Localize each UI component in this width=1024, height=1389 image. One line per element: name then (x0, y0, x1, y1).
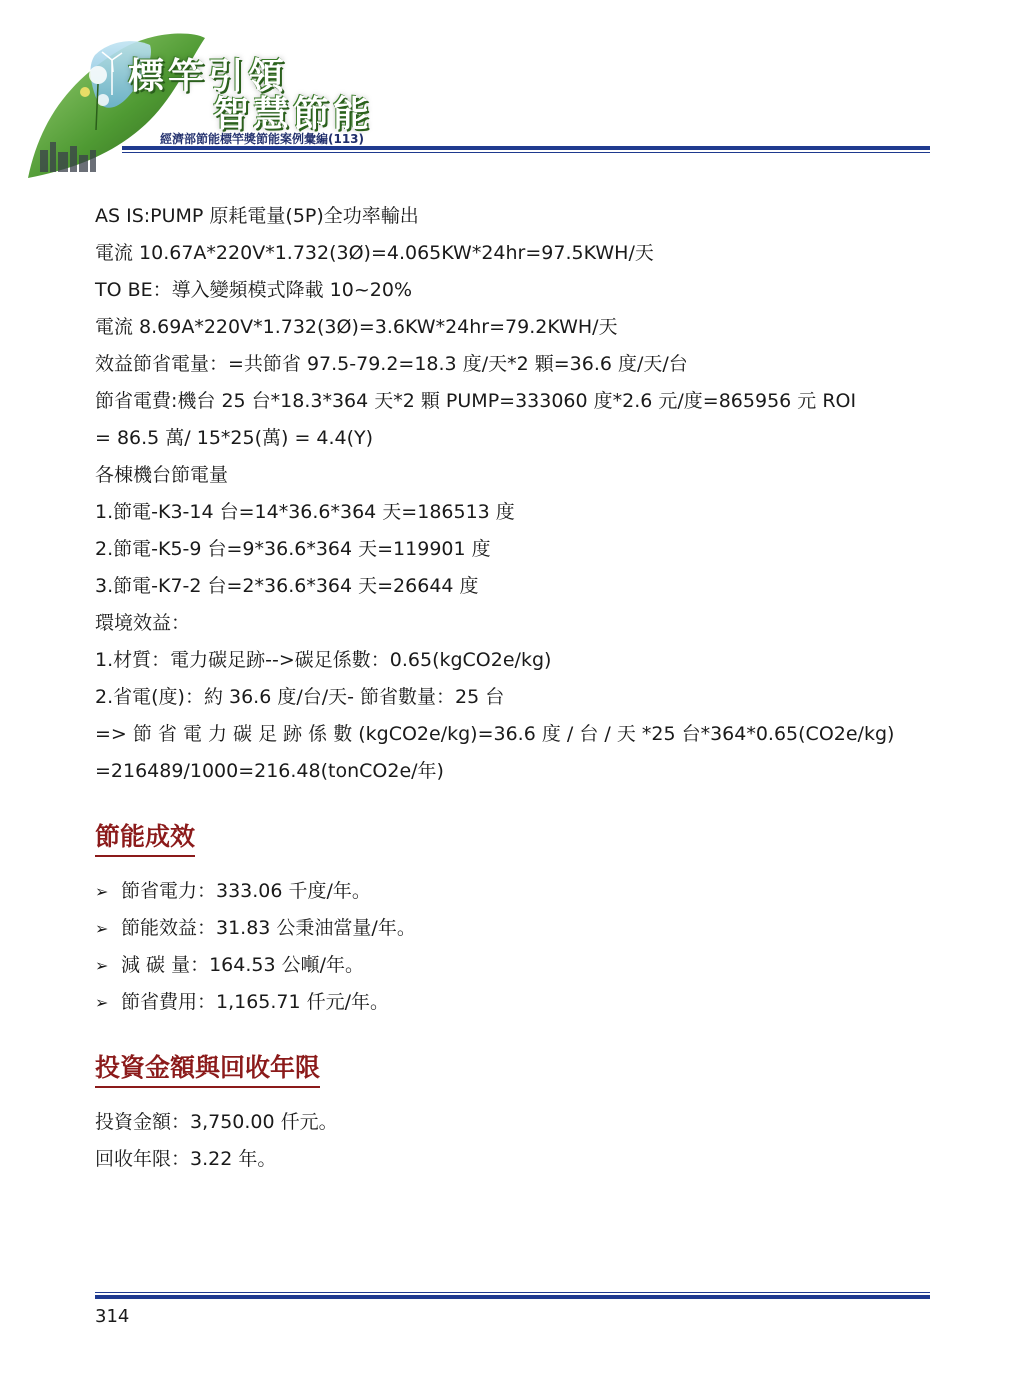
list-item: ➢ 節省費用：1,165.71 仟元/年。 (95, 984, 930, 1021)
body-line: => 節 省 電 力 碳 足 跡 係 數 (kgCO2e/kg)=36.6 度 / 台 / 天 *25 台*364*0.65(CO2e/kg) (95, 723, 895, 745)
arrow-bullet-icon: ➢ (95, 956, 109, 975)
body-line: 1.材質：電力碳足跡-->碳足係數：0.65(kgCO2e/kg) (95, 649, 552, 671)
body-line: 1.節電-K3-14 台=14*36.6*364 天=186513 度 (95, 501, 515, 523)
page-content (95, 198, 930, 1178)
calculation-block (95, 198, 930, 790)
body-line: 2.省電(度)：約 36.6 度/台/天- 節省數量：25 台 (95, 686, 505, 708)
investment-section-title: 投資金額與回收年限 (95, 1051, 320, 1088)
page-number: 314 (95, 1306, 130, 1327)
body-line: 電流 8.69A*220V*1.732(3Ø)=3.6KW*24hr=79.2KWH/天 (95, 316, 618, 338)
body-line: =216489/1000=216.48(tonCO2e/年) (95, 760, 444, 782)
publication-subtitle: 經濟部節能標竿獎節能案例彙編(113) (160, 132, 365, 146)
body-line: 電流 10.67A*220V*1.732(3Ø)=4.065KW*24hr=97.5KWH/天 (95, 242, 654, 264)
results-section-title: 節能成效 (95, 820, 195, 857)
body-line: AS IS:PUMP 原耗電量(5P)全功率輸出 (95, 205, 419, 227)
header-rule-thin (122, 152, 930, 153)
arrow-bullet-icon: ➢ (95, 882, 109, 901)
body-line: TO BE：導入變頻模式降載 10~20% (95, 279, 413, 301)
body-line: 各棟機台節電量 (95, 464, 229, 486)
body-line: 3.節電-K7-2 台=2*36.6*364 天=26644 度 (95, 575, 479, 597)
list-item: ➢ 減 碳 量：164.53 公噸/年。 (95, 947, 930, 984)
footer-rule-thin (95, 1292, 930, 1293)
body-line: = 86.5 萬/ 15*25(萬) = 4.4(Y) (95, 427, 374, 449)
arrow-bullet-icon: ➢ (95, 993, 109, 1012)
payback-period: 回收年限：3.22 年。 (95, 1148, 277, 1170)
list-item: ➢ 節能效益：31.83 公秉油當量/年。 (95, 910, 930, 947)
page-header (0, 0, 1024, 190)
investment-amount: 投資金額：3,750.00 仟元。 (95, 1111, 338, 1133)
header-rule-thick (122, 146, 930, 150)
footer-rule-thick (95, 1295, 930, 1299)
results-list (95, 873, 930, 1021)
investment-block (95, 1104, 930, 1178)
arrow-bullet-icon: ➢ (95, 919, 109, 938)
body-line: 環境效益： (95, 612, 191, 634)
body-line: 效益節省電量：=共節省 97.5-79.2=18.3 度/天*2 顆=36.6 度/天/台 (95, 353, 688, 375)
body-line: 2.節電-K5-9 台=9*36.6*364 天=119901 度 (95, 538, 491, 560)
list-item: ➢ 節省電力：333.06 千度/年。 (95, 873, 930, 910)
body-line: 節省電費:機台 25 台*18.3*364 天*2 顆 PUMP=333060 度*2.6 元/度=865956 元 ROI (95, 390, 857, 412)
brand-title-line2: 智慧節能 (213, 93, 374, 135)
brand-title-line1: 標竿引領 (128, 55, 289, 97)
